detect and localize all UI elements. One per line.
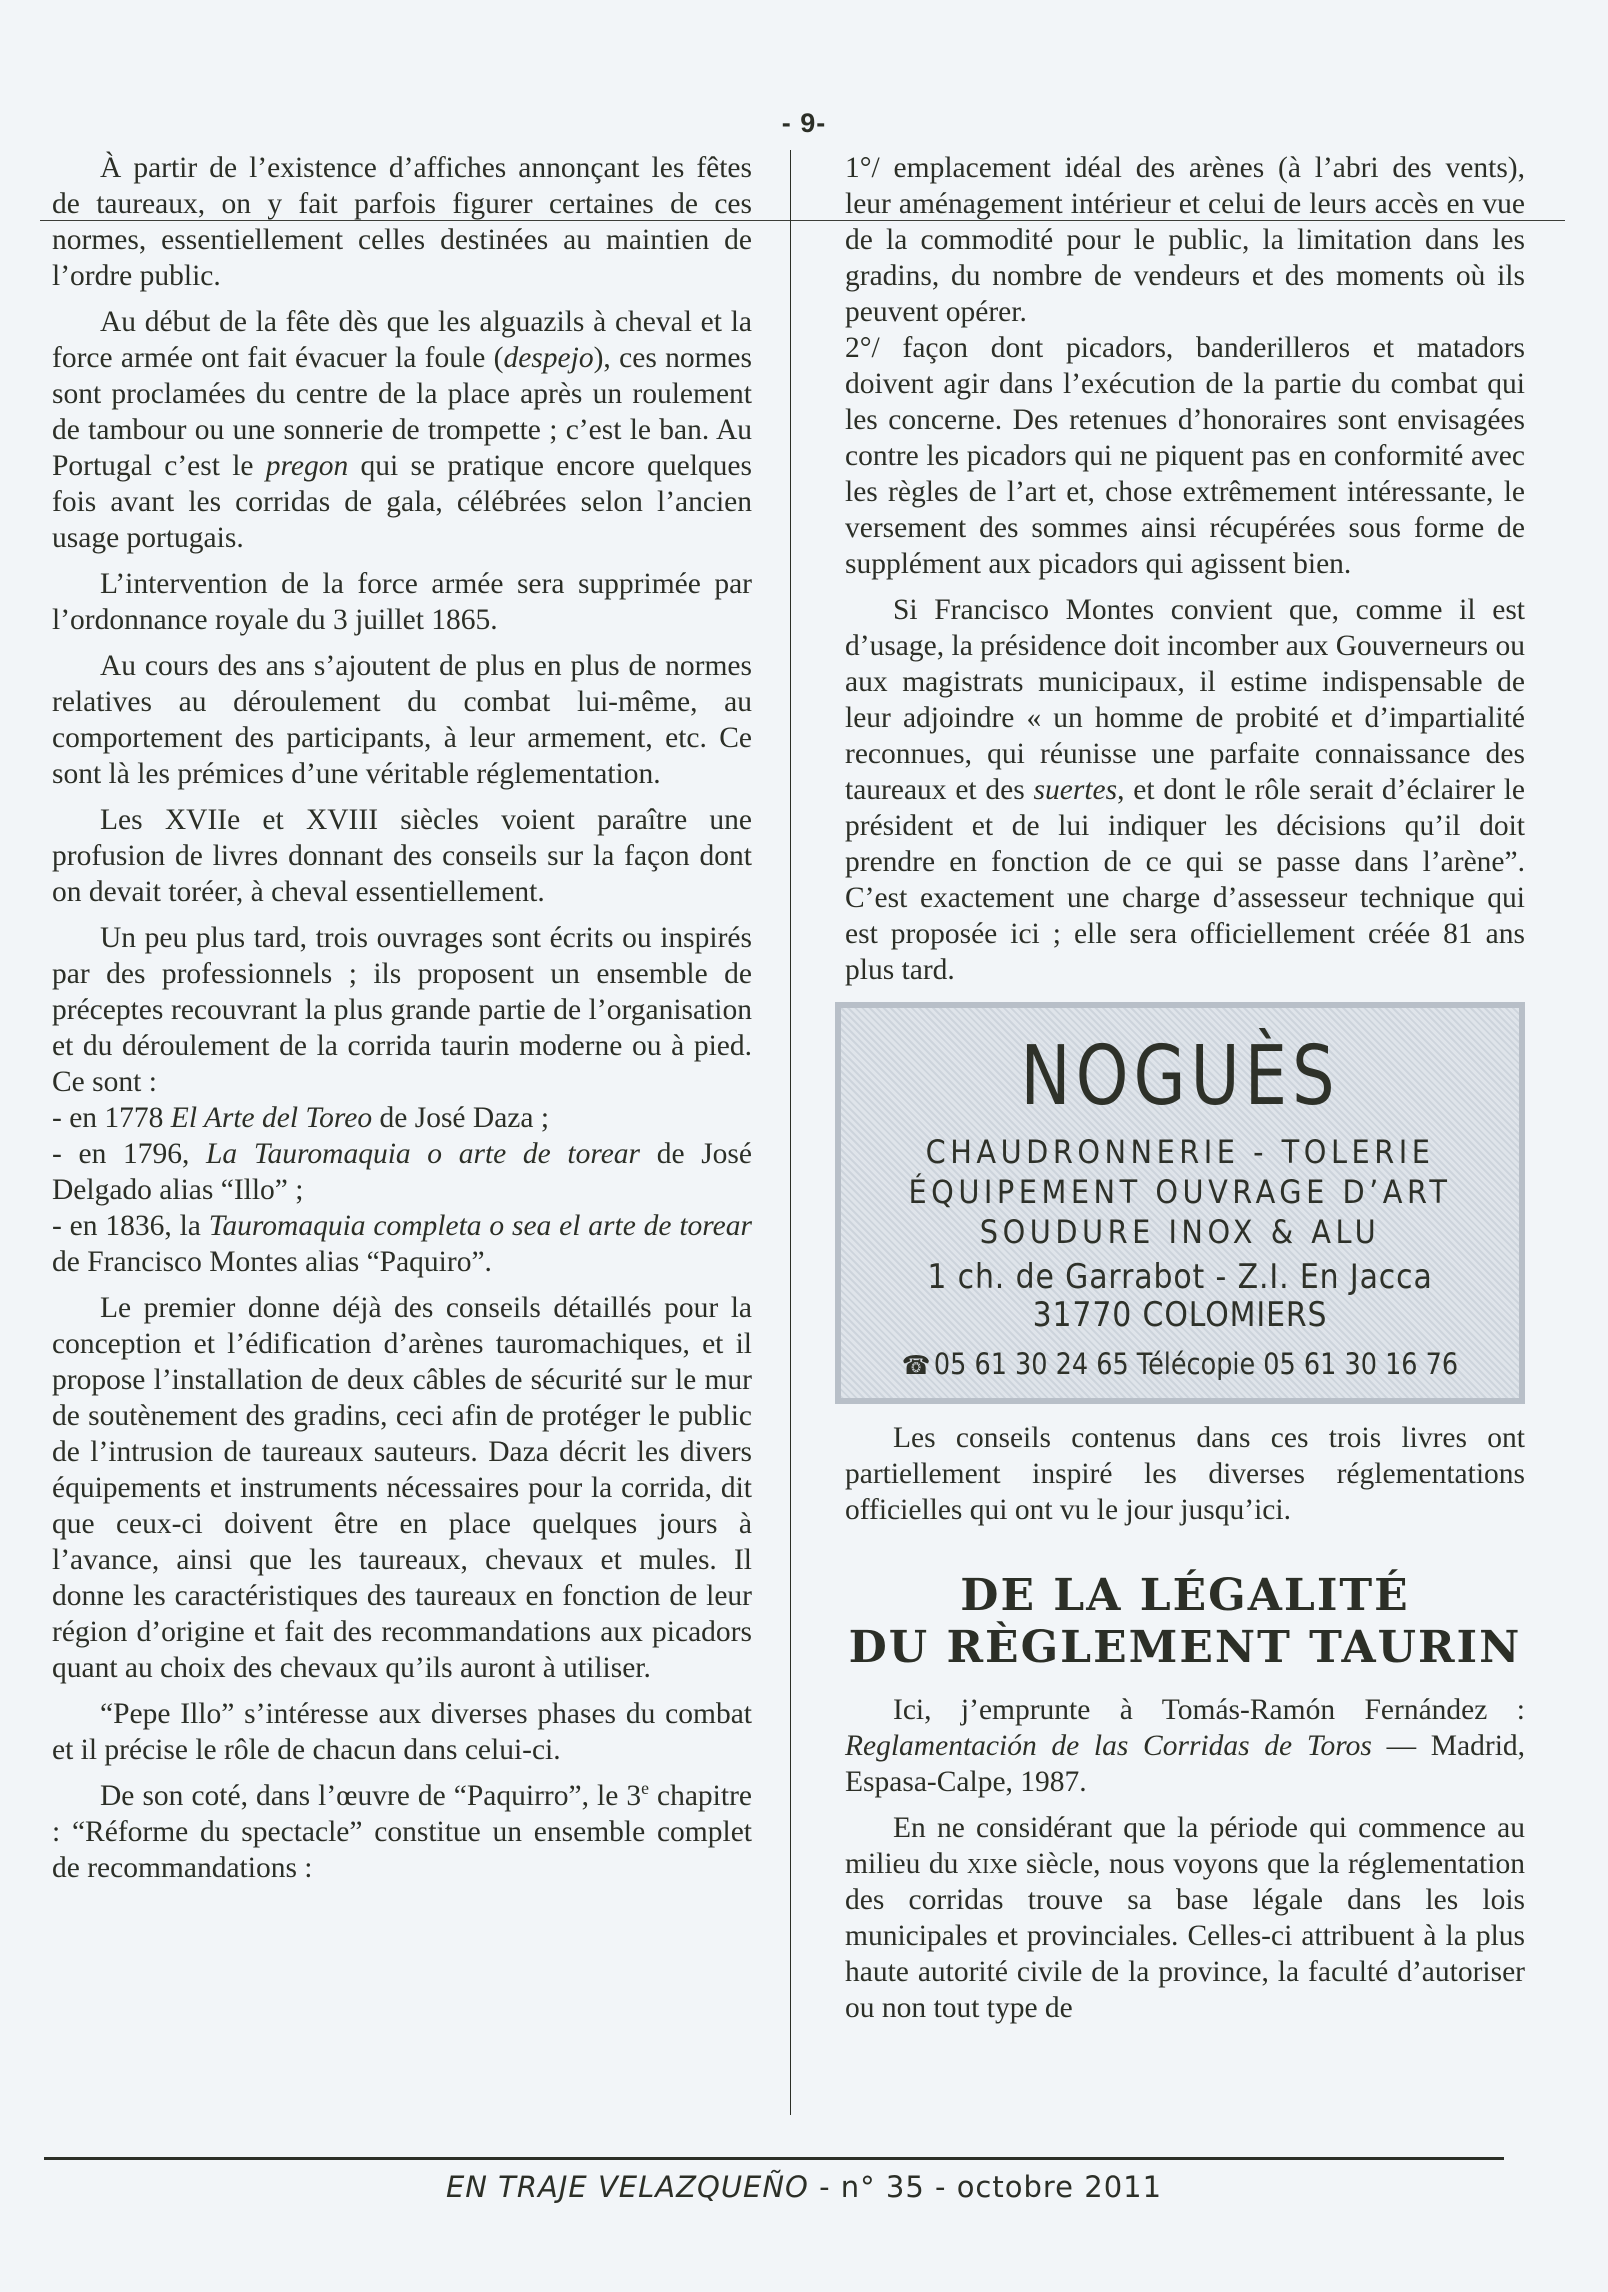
paragraph: Ici, j’emprunte à Tomás-Ramón Fernández : Reglamentación de las Corridas de Toros — Madrid, Espasa-Calpe, 1987. bbox=[845, 1694, 1526, 1798]
list-item: - en 1836, la Tauromaquia completa o sea el arte de torear de Francisco Montes alias “Paquiro”. bbox=[52, 1210, 752, 1278]
footer-rule bbox=[44, 2157, 1504, 2160]
paragraph: Les XVIIe et XVIII siècles voient paraître une profusion de livres donnant des conseils sur la façon dont on devait toréer, à cheval essentiellement. bbox=[52, 804, 752, 908]
paragraph: À partir de l’existence d’affiches annonçant les fêtes de taureaux, on y fait parfois figurer certaines de ces normes, essentiellement celles destinées au maintien de l’ordre public. bbox=[52, 152, 752, 292]
list-item: 1°/ emplacement idéal des arènes (à l’abri des vents), leur aménagement intérieur et celui de leurs accès en vue de la commodité pour le public, la limitation dans les gradins, du nombre de vendeurs et des moments où ils peuvent opérer. bbox=[845, 152, 1525, 328]
list-item: - en 1796, La Tauromaquia o arte de torear de José Delgado alias “Illo” ; bbox=[52, 1138, 753, 1206]
ad-contact bbox=[890, 1346, 1469, 1384]
ad-line: ÉQUIPEMENT OUVRAGE D’ART bbox=[908, 1173, 1452, 1211]
paragraph: Si Francisco Montes convient que, comme il est d’usage, la présidence doit incomber aux Gouverneurs ou aux magistrats municipaux, il estime indispensable de leur adjoindre « un homme de probité et d’impartialité reconnues, qui réunisse une parfaite connaissance des taureaux et des suertes, et dont le rôle serait d’éclairer le président et de lui indiquer les décisions qu’il doit prendre en fonction de ce qui se passe dans l’arène”. C’est exactement une charge d’assesseur technique qui est proposée ici ; elle sera officiellement créée 81 ans plus tard. bbox=[845, 594, 1525, 986]
ad-title: NOGUÈS bbox=[1020, 1029, 1340, 1124]
paragraph: L’intervention de la force armée sera supprimée par l’ordonnance royale du 3 juillet 1865. bbox=[52, 568, 752, 636]
list-item: - en 1778 El Arte del Toreo de José Daza ; bbox=[52, 1102, 550, 1134]
paragraph: Les conseils contenus dans ces trois livres ont partiellement inspiré les diverses réglementations officielles qui ont vu le jour jusqu’ici. bbox=[845, 1422, 1525, 1526]
ad-line: SOUDURE INOX & ALU bbox=[979, 1213, 1381, 1251]
left-column bbox=[52, 150, 752, 1896]
issue-info: - n° 35 - octobre 2011 bbox=[808, 2170, 1163, 2204]
ad-city: 31770 COLOMIERS bbox=[1032, 1295, 1328, 1335]
ad-address: 1 ch. de Garrabot - Z.I. En Jacca bbox=[927, 1257, 1433, 1297]
column-divider bbox=[790, 150, 791, 2115]
advertisement-nogues bbox=[835, 1002, 1525, 1404]
section-heading: DE LA LÉGALITÉ DU RÈGLEMENT TAURIN bbox=[848, 1570, 1522, 1673]
paragraph: “Pepe Illo” s’intéresse aux diverses phases du combat et il précise le rôle de chacun dans celui-ci. bbox=[52, 1698, 752, 1766]
paragraph: Un peu plus tard, trois ouvrages sont écrits ou inspirés par des professionnels ; ils proposent un ensemble de préceptes recouvrant la plus grande partie de l’organisation et du déroulement de la corrida taurin moderne ou à pied. Ce sont : bbox=[52, 922, 752, 1098]
paragraph: En ne considérant que la période qui commence au milieu du xixe siècle, nous voyons que la réglementation des corridas trouve sa base légale dans les lois municipales et provinciales. Celles-ci attribuent à la plus haute autorité civile de la province, la faculté d’autoriser ou non tout type de bbox=[845, 1812, 1525, 2024]
paragraph: Le premier donne déjà des conseils détaillés pour la conception et l’édification d’arènes tauromachiques, et il propose l’installation de deux câbles de sécurité sur le mur de soutènement des gradins, ceci afin de protéger le public de l’intrusion de taureaux sauteurs. Daza décrit les divers équipements et instruments nécessaires pour la corrida, dit que ceux-ci doivent être en place quelques jours à l’avance, ainsi que les taureaux, chevaux et mules. Il donne les caractéristiques des taureaux en fonction de leur région d’origine et fait des recommandations aux picadors quant au choix des chevaux qu’ils auront à utiliser. bbox=[52, 1292, 752, 1684]
telephone-icon: ☎ bbox=[901, 1351, 931, 1381]
paragraph: Au début de la fête dès que les alguazils à cheval et la force armée ont fait évacuer la foule (despejo), ces normes sont proclamées du centre de la place après un roulement de tambour ou une sonnerie de trompette ; c’est le ban. Au Portugal c’est le pregon qui se pratique encore quelques fois avant les corridas de gala, célébrées selon l’ancien usage portugais. bbox=[52, 306, 752, 554]
ad-fax: 05 61 30 16 76 bbox=[1263, 1347, 1459, 1381]
publication-name: EN TRAJE VELAZQUEÑO bbox=[445, 2170, 809, 2204]
list-item: 2°/ façon dont picadors, banderilleros et matadors doivent agir dans l’exécution de la partie du combat qui les concerne. Des retenues d’honoraires sont envisagées contre les picadors qui ne piquent pas en conformité avec les règles de l’art et, chose extrêmement intéressante, le versement des sommes ainsi récupérées sous forme de supplément aux picadors qui agissent bien. bbox=[845, 332, 1525, 580]
paragraph: De son coté, dans l’œuvre de “Paquirro”, le 3e chapitre : “Réforme du spectacle” constitue un ensemble complet de recommandations : bbox=[52, 1778, 752, 1884]
ad-phone: 05 61 30 24 65 bbox=[933, 1347, 1129, 1381]
ad-fax-label: Télécopie bbox=[1136, 1347, 1256, 1381]
ad-line: CHAUDRONNERIE - TOLERIE bbox=[925, 1133, 1435, 1171]
paragraph: Au cours des ans s’ajoutent de plus en plus de normes relatives au déroulement du combat lui-même, au comportement des participants, à leur armement, etc. Ce sont là les prémices d’une véritable réglementation. bbox=[52, 650, 752, 790]
footer bbox=[0, 2170, 1608, 2204]
page-number: - 9- bbox=[781, 108, 827, 138]
right-column bbox=[845, 150, 1525, 2036]
